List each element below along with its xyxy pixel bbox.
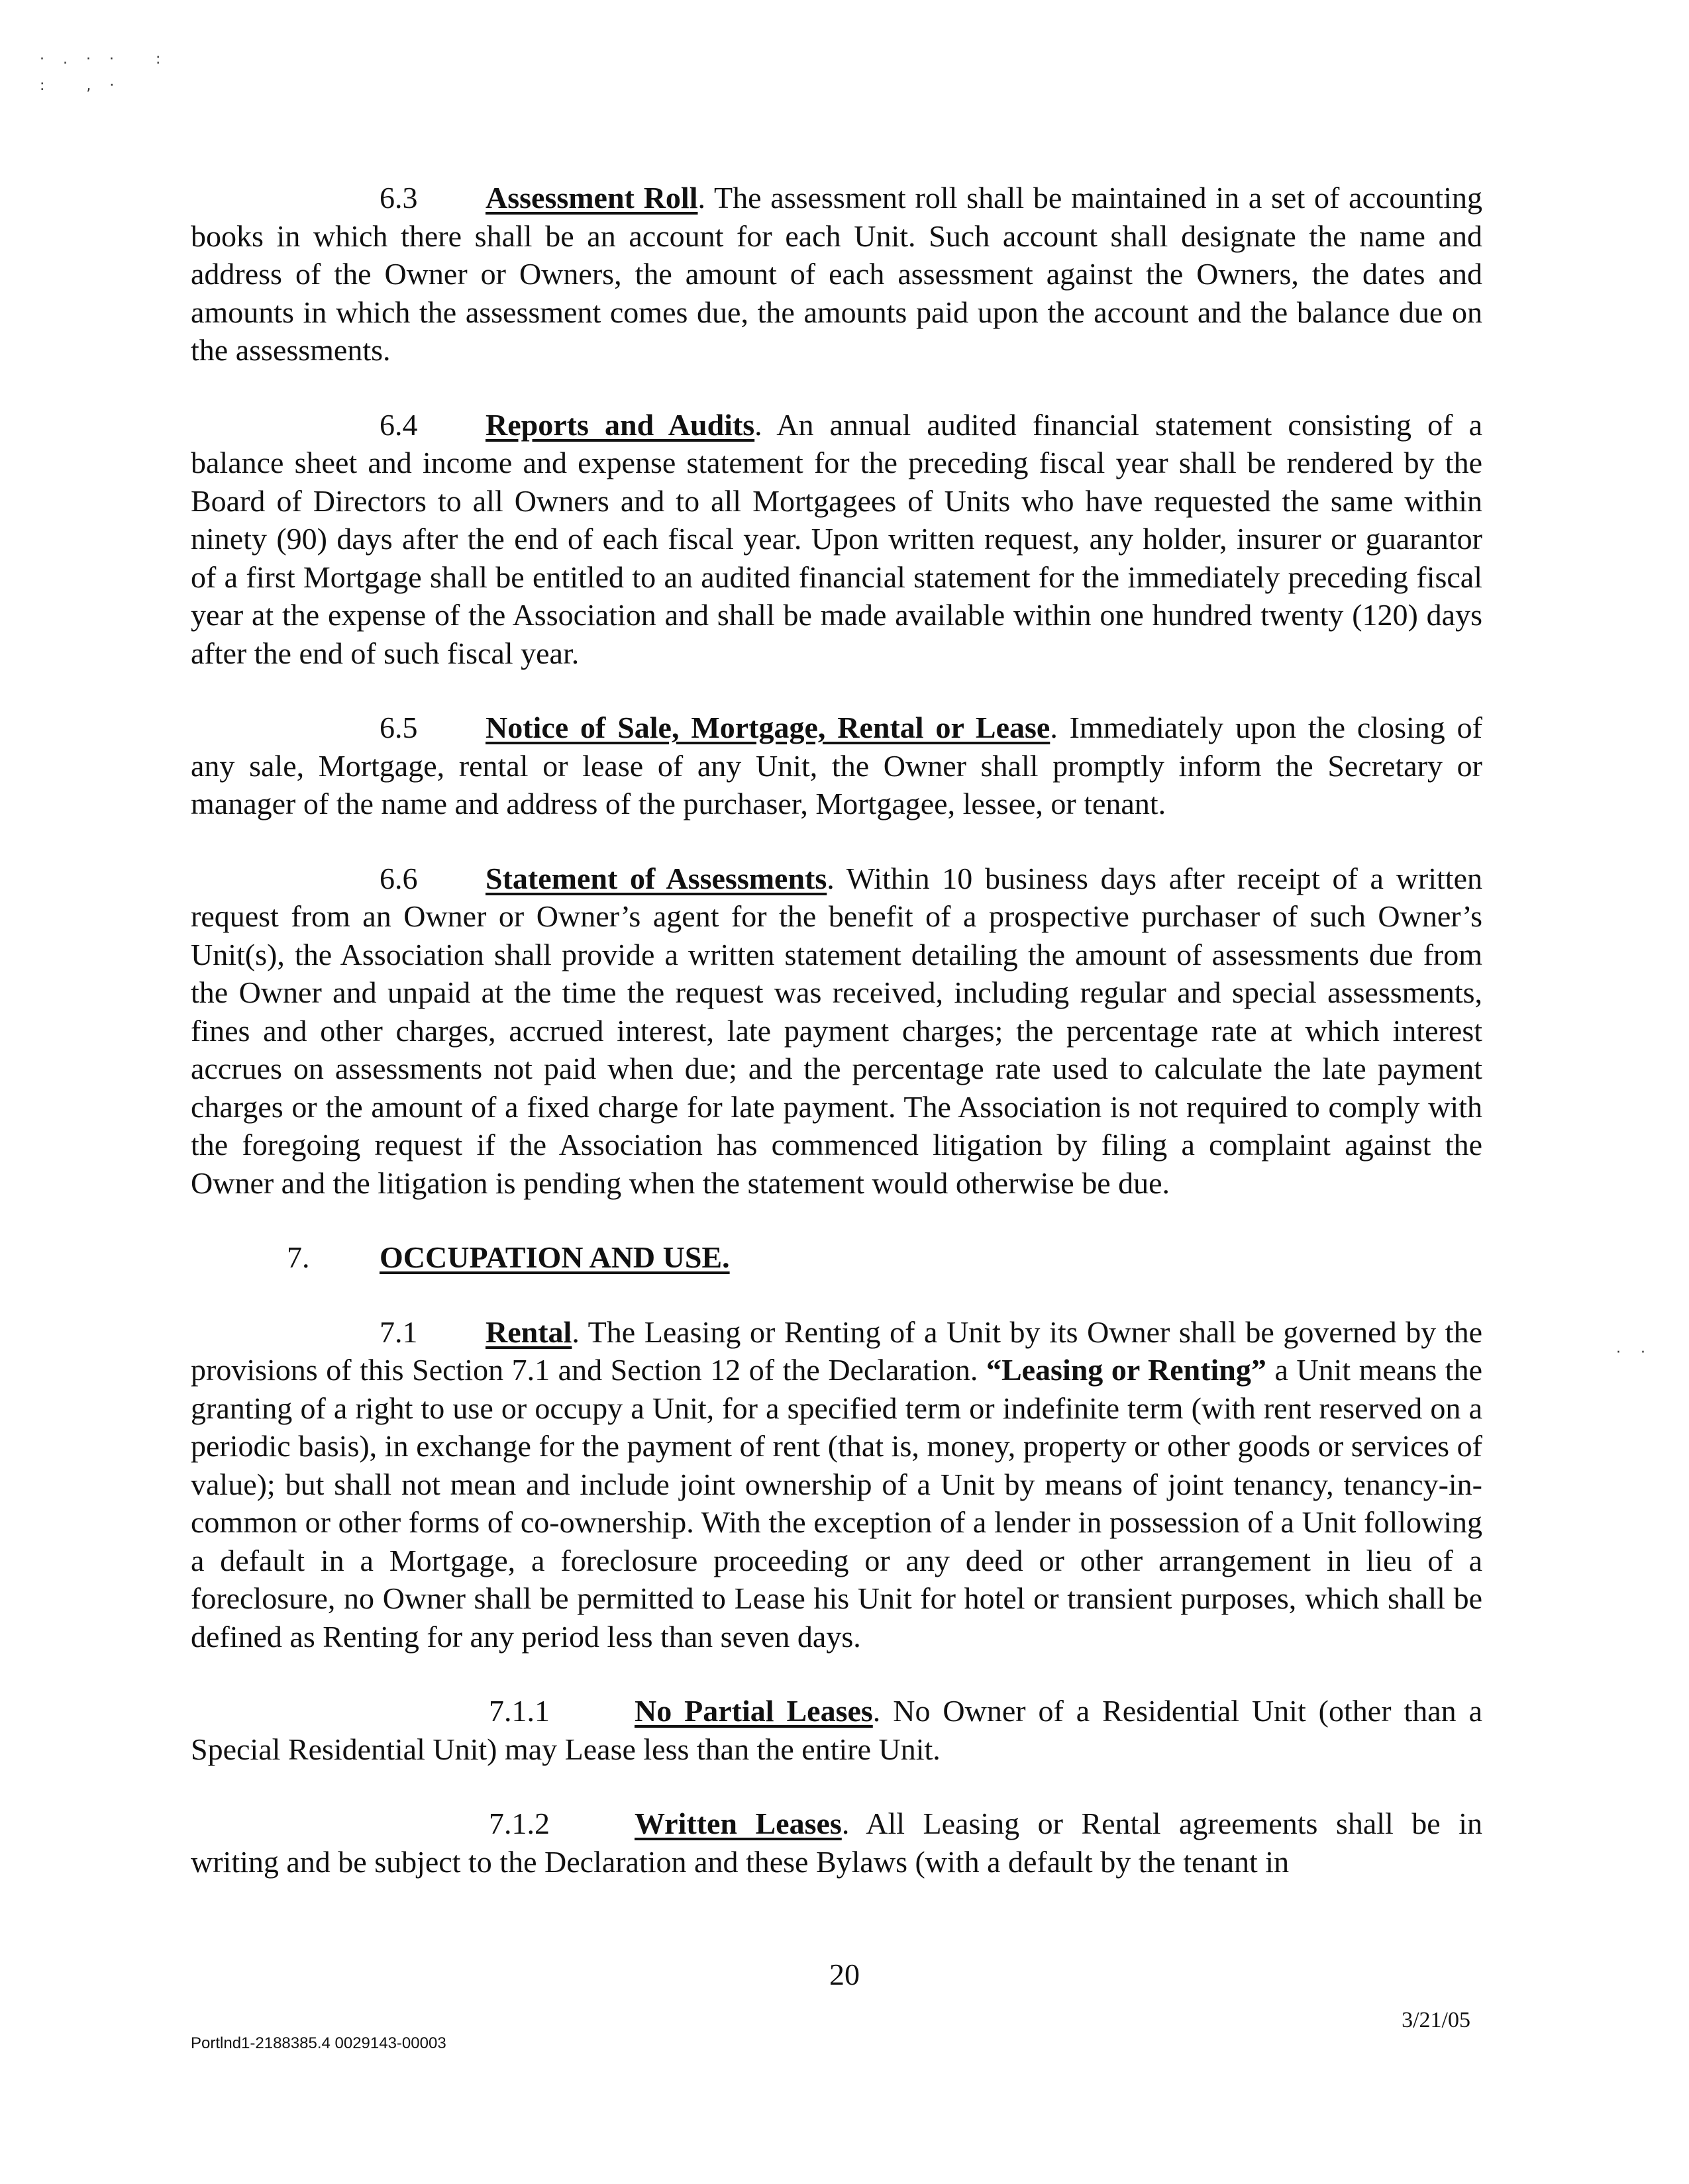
section-6-6 [191,860,1482,1203]
section-number: 7.1.1 [489,1694,550,1728]
section-number: 6.4 [380,407,418,442]
section-heading: Notice of Sale, Mortgage, Rental or Lease [486,711,1050,744]
scan-specks: ·.·· : : ,· [40,51,179,94]
section-number: 7.1 [380,1315,418,1349]
section-number: 6.6 [380,861,418,895]
section-text: . An annual audited financial statement consisting of a balance sheet and income and expense statement for the preceding fiscal year shall be rendered by the Board of Directors to all Owners and to all Mortgagees of Units who have requested the same within ninety (90) days after the end of each fiscal year. Upon written request, any holder, insurer or guarantor of a first Mortgage shall be entitled to an audited financial statement for the immediately preceding fiscal year at the expense of the Association and shall be made available within one hundred twenty (120) days after the end of such fiscal year. [191,407,1483,670]
section-heading: Rental [486,1315,572,1349]
section-7-1-1 [191,1692,1482,1768]
section-text: a Unit means the granting of a right to use or occupy a Unit, for a specified term or indefinite term (with rent reserved on a periodic basis), in exchange for the payment of rent (that is, money, property or other goods or services of value); but shall not mean and include joint ownership of a Unit by means of joint tenancy, tenancy-in-common or other forms of co-ownership. With the exception of a lender in possession of a Unit following a default in a Mortgage, a foreclosure proceeding or any deed or other arrangement in lieu of a foreclosure, no Owner shall be permitted to Lease his Unit for hotel or transient purposes, which shall be defined as Renting for any period less than seven days. [191,1353,1482,1654]
section-text: . Within 10 business days after receipt of a written request from an Owner or Owner’s agent for the benefit of a prospective purchaser of such Owner’s Unit(s), the Association shall provide a written statement detailing the amount of assessments due from the Owner and unpaid at the time the request was received, including regular and special assessments, fines and other charges, accrued interest, late payment charges; the percentage rate at which interest accrues on assessments not paid when due; and the percentage rate used to calculate the late payment charges or the amount of a fixed charge for late payment. The Association is not required to comply with the foregoing request if the Association has commenced litigation by filing a complaint against the Owner and the litigation is pending when the statement would otherwise be due. [191,861,1482,1200]
section-number: 7.1.2 [489,1807,550,1840]
section-heading: Statement of Assessments [486,861,827,895]
section-heading: OCCUPATION AND USE. [380,1240,730,1274]
section-6-3 [191,179,1482,370]
footer-date: 3/21/05 [1402,2008,1470,2032]
section-7-1-2 [191,1805,1482,1881]
scan-specks-right: ·· [1616,1344,1665,1361]
section-text: . The assessment roll shall be maintained in a set of accounting books in which there shall be an account for each Unit. Such account shall designate the name and address of the Owner or Owners, the amount of each assessment against the Owners, the dates and amounts in which the assessment comes due, the amounts paid upon the account and the balance due on the assessments. [191,181,1482,367]
page-number: 20 [829,1958,860,1991]
section-text: . The Leasing or Renting of a Unit by its Owner shall be governed by the provisions of this Section 7.1 and Section 12 of the Declaration. [191,1315,1482,1387]
section-number: 7. [287,1240,310,1274]
section-7 [191,1238,1482,1277]
defined-term: “Leasing or Renting” [986,1353,1266,1387]
section-heading: Reports and Audits [486,407,755,442]
section-6-5 [191,709,1482,823]
section-text: . No Owner of a Residential Unit (other than a Special Residential Unit) may Lease less than the entire Unit. [191,1694,1482,1766]
section-heading: Written Leases [635,1807,842,1840]
section-number: 6.5 [380,711,418,744]
section-text: . All Leasing or Rental agreements shall be in writing and be subject to the Declaration and these Bylaws (with a default by the tenant in [191,1807,1482,1879]
section-7-1 [191,1313,1482,1656]
section-heading: No Partial Leases [635,1694,873,1728]
section-number: 6.3 [380,181,418,215]
section-text: . Immediately upon the closing of any sale, Mortgage, rental or lease of any Unit, the Owner shall promptly inform the Secretary or manager of the name and address of the purchaser, Mortgagee, lessee, or tenant. [191,711,1482,820]
section-heading: Assessment Roll [486,181,698,215]
body-text [191,179,1482,1917]
document-id: Portlnd1-2188385.4 0029143-00003 [191,2034,446,2052]
section-6-4 [191,406,1482,673]
